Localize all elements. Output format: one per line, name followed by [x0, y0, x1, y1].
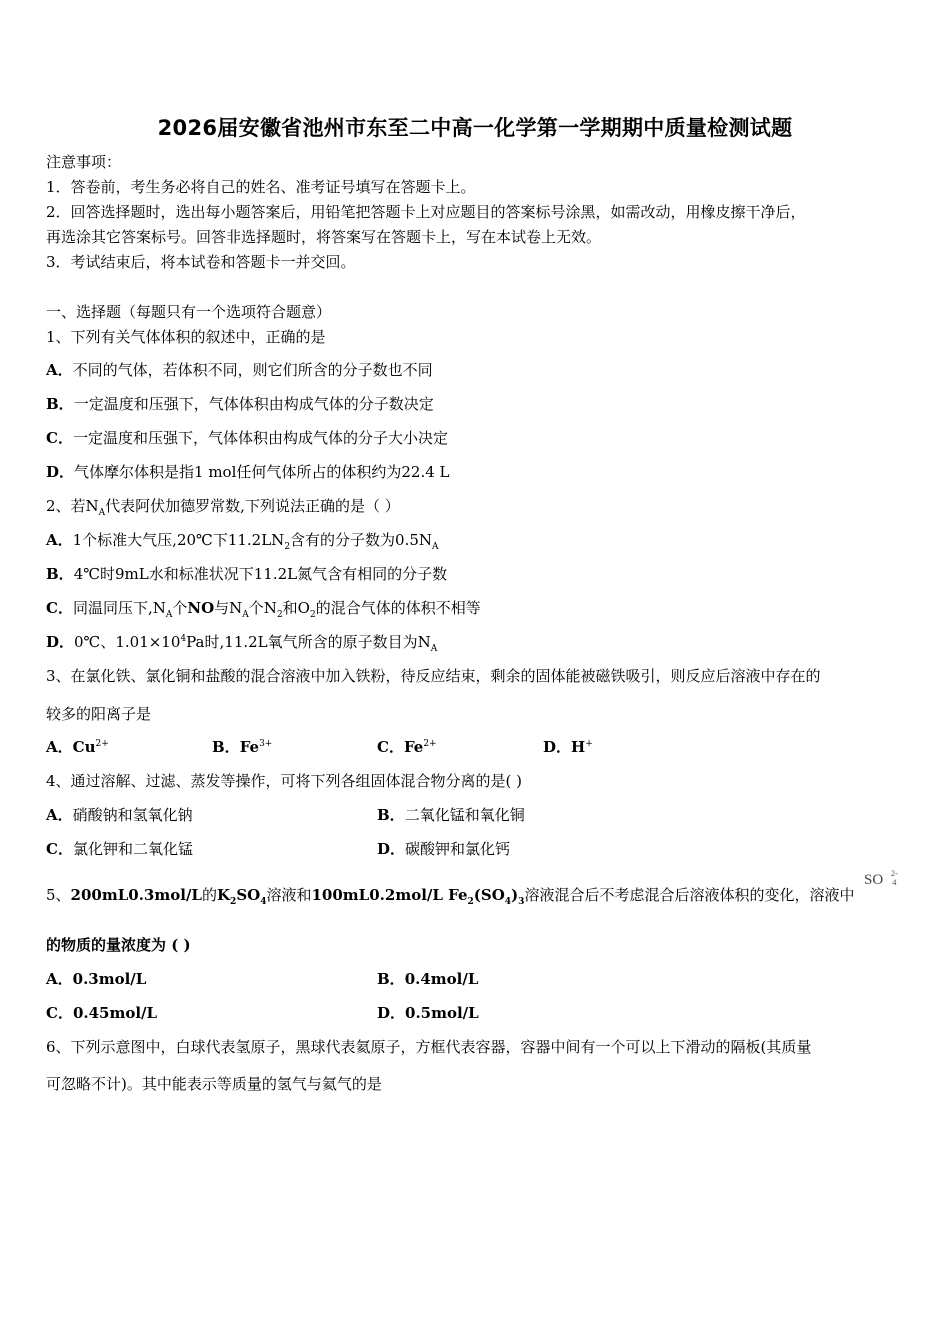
text: 1个标准大气压,20℃下11.2LN [72, 531, 285, 549]
text: N [229, 599, 243, 617]
q2-option-b [46, 564, 447, 584]
subscript: 2 [467, 897, 474, 907]
text: 0.45mol/L [72, 1004, 158, 1022]
text: 200mL0.3mol/L [70, 886, 202, 904]
superscript: 2+ [423, 739, 437, 749]
text: 个N [248, 599, 277, 617]
text: 同温同压下,N [72, 599, 166, 617]
text: 100mL0.2mol/L Fe [311, 886, 468, 904]
notice-item: 再选涂其它答案标号。回答非选择题时，将答案写在答题卡上，写在本试卷上无效。 [46, 228, 602, 246]
text: 个 [172, 599, 188, 617]
text: 2、若N [46, 497, 99, 515]
text: 5、 [46, 886, 71, 904]
text: 二氧化锰和氧化铜 [404, 806, 525, 824]
subscript: 4 [892, 878, 897, 887]
q2-option-c [46, 598, 481, 618]
subscript: 2 [230, 897, 237, 907]
subscript: A [98, 508, 106, 518]
subscript: 2 [284, 542, 291, 552]
text: NO [187, 599, 215, 617]
option-key: D． [377, 840, 406, 858]
option-key: C． [377, 738, 404, 756]
text: 0.4mol/L [404, 970, 479, 988]
superscript: + [585, 739, 593, 749]
superscript: 2- [891, 869, 898, 878]
option-key: C． [46, 840, 73, 858]
text: 氯化钾和二氧化锰 [72, 840, 193, 858]
q4-option-d [377, 839, 510, 859]
question-5-stem [46, 885, 854, 905]
superscript: 2+ [95, 739, 109, 749]
superscript: 3+ [259, 739, 273, 749]
text: 0.3mol/L [72, 970, 147, 988]
q3-option-c [377, 737, 437, 757]
text: Cu [72, 738, 96, 756]
option-key: A． [46, 806, 73, 824]
sulfate-ion-formula [864, 869, 898, 889]
page-title: 2026届安徽省池州市东至二中高一化学第一学期期中质量检测试题 [157, 116, 793, 140]
q2-option-a [46, 530, 439, 550]
q3-option-a [46, 737, 109, 757]
option-text: 一定温度和压强下，气体体积由构成气体的分子大小决定 [72, 429, 448, 447]
q4-option-b [377, 805, 525, 825]
option-text: 不同的气体，若体积不同，则它们所含的分子数也不同 [72, 361, 433, 379]
question-6-stem: 6、下列示意图中，白球代表氢原子，黑球代表氦原子，方框代表容器，容器中间有一个可以上下滑动的隔板(其质量 [46, 1038, 812, 1056]
text: SO [236, 886, 261, 904]
notice-item: 3．考试结束后，将本试卷和答题卡一并交回。 [46, 253, 356, 271]
text: 碳酸钾和氯化钙 [405, 840, 511, 858]
text: 和O [282, 599, 310, 617]
option-key: D． [46, 463, 75, 481]
question-3-stem: 3、在氯化铁、氯化铜和盐酸的混合溶液中加入铁粉，待反应结束，剩余的固体能被磁铁吸引，则反应后溶液中存在的 [46, 667, 821, 685]
text: 的混合气体的体积不相等 [315, 599, 481, 617]
q4-option-c [46, 839, 193, 859]
q1-option-b [46, 394, 434, 414]
text: H [571, 738, 586, 756]
q3-option-b [212, 737, 272, 757]
text: 0℃、1.01×10 [74, 633, 181, 651]
question-2-stem [46, 496, 400, 516]
text: Fe [239, 738, 260, 756]
notice-item: 2．回答选择题时，选出每小题答案后，用铅笔把答题卡上对应题目的答案标号涂黑，如需改动，用橡皮擦干净后， [46, 203, 806, 221]
text: 4℃时9mL水和标准状况下11.2L氮气含有相同的分子数 [73, 565, 448, 583]
option-key: B． [212, 738, 240, 756]
option-key: D． [543, 738, 572, 756]
subscript: 3 [518, 897, 525, 907]
subscript: 4 [504, 897, 512, 907]
option-text: 一定温度和压强下，气体体积由构成气体的分子数决定 [73, 395, 434, 413]
superscript: 4 [180, 634, 187, 644]
text: 0.5mol/L [405, 1004, 479, 1022]
notice-heading: 注意事项： [46, 153, 122, 171]
subscript: 4 [260, 897, 267, 907]
subscript: 2 [276, 610, 283, 620]
text: (SO [473, 886, 505, 904]
q1-option-c [46, 428, 448, 448]
text: 溶液混合后不考虑混合后溶液体积的变化，溶液中 [524, 886, 855, 904]
section-heading: 一、选择题（每题只有一个选项符合题意） [46, 303, 332, 321]
text: 的 [201, 886, 217, 904]
ion-charge [891, 869, 898, 887]
option-key: B． [377, 970, 405, 988]
text: 代表阿伏加德罗常数,下列说法正确的是（ ） [105, 497, 400, 515]
q5-option-d [377, 1003, 479, 1023]
q5-option-c [46, 1003, 157, 1023]
text: 与 [214, 599, 230, 617]
subscript: A [432, 542, 439, 552]
text: SO [864, 872, 884, 888]
text: ) [511, 886, 519, 904]
question-3-stem-cont: 较多的阳离子是 [46, 705, 152, 723]
q4-option-a [46, 805, 193, 825]
option-key: A． [46, 361, 73, 379]
question-4-stem: 4、通过溶解、过滤、蒸发等操作，可将下列各组固体混合物分离的是( ) [46, 772, 523, 790]
option-key: A． [46, 531, 73, 549]
text: Fe [403, 738, 424, 756]
q2-option-d [46, 632, 437, 652]
option-key: A． [46, 970, 73, 988]
q1-option-a [46, 360, 433, 380]
subscript: A [430, 644, 438, 654]
option-key: C． [46, 429, 73, 447]
option-key: D． [377, 1004, 406, 1022]
option-key: B． [377, 806, 405, 824]
subscript: A [242, 610, 249, 620]
notice-item: 1．答卷前，考生务必将自己的姓名、准考证号填写在答题卡上。 [46, 178, 476, 196]
subscript: 2 [309, 610, 316, 620]
q1-option-d [46, 462, 450, 482]
option-key: B． [46, 565, 74, 583]
text: K [217, 886, 231, 904]
text: Pa时,11.2L氧气所含的原子数目为N [186, 633, 431, 651]
question-1-stem: 1、下列有关气体体积的叙述中，正确的是 [46, 328, 326, 346]
q5-option-b [377, 969, 478, 989]
text: 含有的分子数为0.5N [290, 531, 433, 549]
q3-option-d [543, 737, 593, 757]
text: 硝酸钠和氢氧化钠 [72, 806, 193, 824]
option-key: C． [46, 599, 73, 617]
text: 溶液和 [266, 886, 312, 904]
question-6-stem-cont: 可忽略不计)。其中能表示等质量的氢气与氦气的是 [46, 1075, 382, 1093]
option-key: B． [46, 395, 74, 413]
option-text: 气体摩尔体积是指1 mol任何气体所占的体积约为22.4 L [74, 463, 450, 481]
option-key: D． [46, 633, 75, 651]
question-5-stem-cont: 的物质的量浓度为 ( ) [46, 936, 191, 954]
q5-option-a [46, 969, 146, 989]
option-key: A． [46, 738, 73, 756]
option-key: C． [46, 1004, 73, 1022]
subscript: A [165, 610, 173, 620]
